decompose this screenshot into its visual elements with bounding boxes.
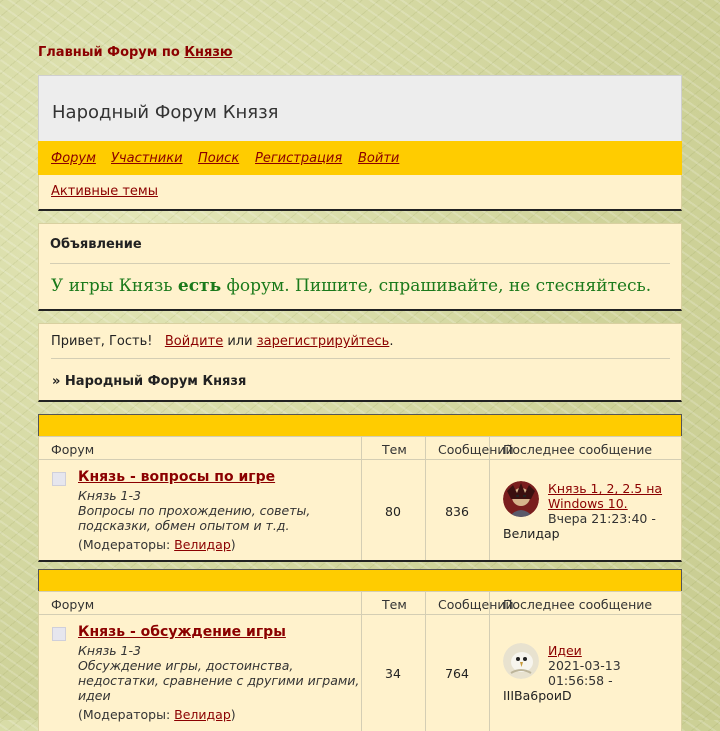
col-divider [489,437,490,459]
moderators-label: (Модераторы: [78,537,175,552]
col-divider [361,592,362,614]
col-divider [361,437,362,459]
col-forum: Форум [51,442,95,457]
nav-login[interactable]: Войти [358,151,400,166]
divider [51,358,670,359]
active-topics-link[interactable]: Активные темы [51,184,158,199]
forum-desc-line: Обсуждение игры, достоинства, [78,658,294,673]
topics-count: 80 [385,504,401,519]
last-post-date: 2021-03-13 [548,658,621,673]
announcement-message [51,276,651,296]
last-post-date: Вчера 21:23:40 - [548,511,656,526]
announcement-text-a: У игры Князь [51,276,178,296]
forum-crumb: » Народный Форум Князя [52,374,247,389]
col-divider [489,615,490,731]
announcement-heading: Объявление [50,237,142,252]
col-topics: Тем [382,442,407,457]
moderators-end: ) [230,537,236,552]
forum-desc-line: Вопросы по прохождению, советы, [78,503,311,518]
table-header [39,436,681,460]
col-divider [489,592,490,614]
moderator-link[interactable]: Велидар [174,537,231,552]
last-post-author: IIIBa6poиD [503,688,572,703]
forum-desc-line: недостатки, сравнение с другими играми, [78,673,360,688]
last-post-title-line: Windows 10. [548,496,628,511]
category-header [38,414,682,436]
table-header [39,591,681,615]
col-last: Последнее сообщение [503,597,653,612]
forum-status-icon [52,472,66,486]
col-topics: Тем [382,597,407,612]
posts-count: 764 [445,666,469,681]
guest-greeting [51,334,393,349]
last-post-title-line: Князь 1, 2, 2.5 на [548,481,663,496]
table-row [39,615,681,731]
topics-count: 34 [385,666,401,681]
forum-table [38,591,682,731]
category-header [38,569,682,591]
forum-desc-line: подсказки, обмен опытом и т.д. [78,518,290,533]
sub-nav [38,175,682,211]
guest-panel [38,323,682,402]
col-divider [425,437,426,459]
moderators-label: (Модераторы: [78,707,175,722]
col-posts: Сообщений [438,597,514,612]
forum-moderators [78,537,236,552]
guest-dot: . [389,334,394,349]
announcement-text-bold: есть [177,276,222,296]
forum-subtitle: Князь 1-3 [78,488,141,503]
login-link[interactable]: Войдите [164,334,224,349]
site-breadcrumb [38,45,233,60]
table-row [39,460,681,560]
last-post-time: 01:56:58 - [548,673,613,688]
col-divider [489,460,490,560]
moderator-link[interactable]: Велидар [174,707,231,722]
announcement-panel [38,223,682,311]
posts-count: 836 [445,504,469,519]
col-posts: Сообщений [438,442,514,457]
col-forum: Форум [51,597,95,612]
forum-link[interactable]: Князь - обсуждение игры [78,624,286,640]
divider [50,263,670,264]
col-divider [425,592,426,614]
forum-status-icon [52,627,66,641]
nav-forum[interactable]: Форум [51,151,96,166]
avatar[interactable] [503,481,539,517]
last-post-author: Велидар [503,526,560,541]
avatar[interactable] [503,643,539,679]
nav-search[interactable]: Поиск [198,151,240,166]
forum-table [38,436,682,562]
breadcrumb-prefix: Главный Форум по [38,45,180,60]
guest-or: или [227,334,253,349]
forum-desc-line: идеи [78,688,111,703]
forum-subtitle: Князь 1-3 [78,643,141,658]
guest-hello: Привет, Гость! [51,334,153,349]
forum-link[interactable]: Князь - вопросы по игре [78,469,276,485]
forum-header [38,75,682,141]
moderators-end: ) [230,707,236,722]
nav-register[interactable]: Регистрация [255,151,343,166]
nav-members[interactable]: Участники [111,151,183,166]
forum-title: Народный Форум Князя [52,102,279,123]
announcement-text-c: форум. Пишите, спрашивайте, не стесняйтесь. [221,276,652,296]
register-link[interactable]: зарегистрируйтесь [256,334,390,349]
breadcrumb-link-knyaz[interactable]: Князю [184,45,233,60]
main-nav [38,141,682,175]
col-last: Последнее сообщение [503,442,653,457]
last-post-link[interactable] [548,481,678,511]
last-post-link[interactable]: Идеи [548,643,582,658]
